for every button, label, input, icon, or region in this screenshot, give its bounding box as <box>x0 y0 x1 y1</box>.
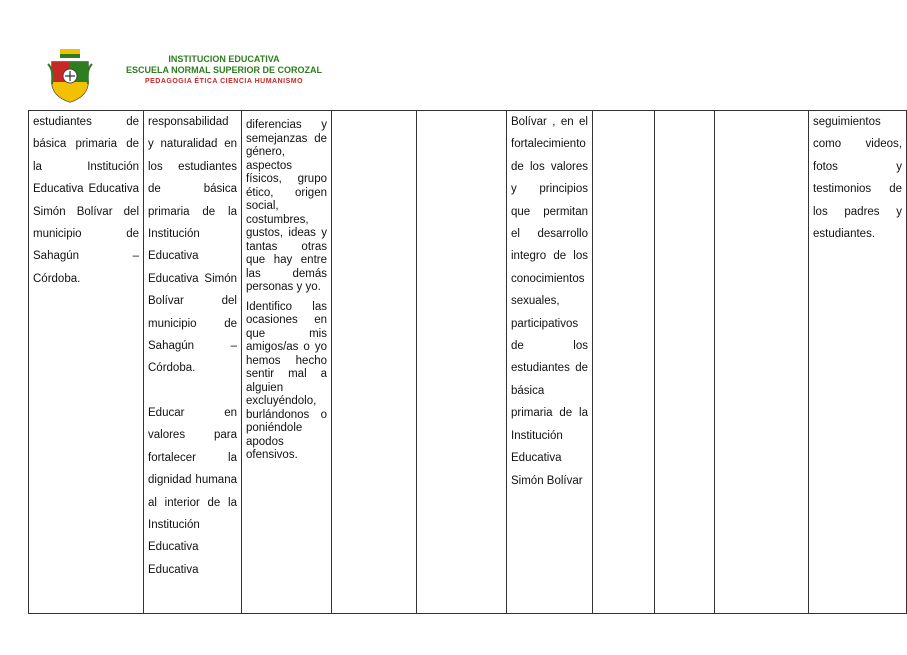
table-row <box>29 111 907 614</box>
document-header <box>48 48 448 104</box>
cell-col5 <box>417 111 507 614</box>
cell-col8 <box>655 111 715 614</box>
cell-col3 <box>242 111 332 614</box>
cell-col10 <box>809 111 907 614</box>
school-shield-logo-icon <box>48 48 92 104</box>
cell-text: estudiantes de básica primaria de la Institución Educativa Educativa Simón Bolívar del municipio de Sahagún – Córdoba. <box>33 116 139 285</box>
institution-name <box>94 54 354 87</box>
cell-col9 <box>715 111 809 614</box>
cell-col2 <box>144 111 242 614</box>
institution-line1: INSTITUCION EDUCATIVA <box>168 54 280 64</box>
cell-col7 <box>593 111 655 614</box>
cell-paragraph: Educar en valores para fortalecer la dignidad humana al interior de la Institución Educativa Educativa <box>148 406 237 576</box>
cell-text: Bolívar , en el fortalecimiento de los valores y principios que permitan el desarrollo integro de los conocimientos sexuales, participativos de los estudiantes de básica primaria de la Institución Educativa Simón Bolívar <box>511 116 588 487</box>
cell-paragraph: Identifico las ocasiones en que mis amigos/as o yo hemos hecho sentir mal a alguien excluyéndolo, burlándonos o poniéndole apodos ofensivos. <box>246 300 327 461</box>
institution-motto: PEDAGOGIA ÉTICA CIENCIA HUMANISMO <box>144 78 304 85</box>
planning-table <box>28 110 907 614</box>
cell-paragraph: responsabilidad y naturalidad en los estudiantes de básica primaria de la Institución Educativa Educativa Simón Bolívar del municipio de Sahagún – Córdoba. <box>148 116 237 375</box>
cell-col4 <box>332 111 417 614</box>
cell-col6 <box>507 111 593 614</box>
cell-text: seguimientos como videos, fotos y testimonios de los padres y estudiantes. <box>813 116 902 241</box>
cell-col1 <box>29 111 144 614</box>
institution-line2: ESCUELA NORMAL SUPERIOR DE COROZAL <box>125 65 322 75</box>
cell-paragraph: diferencias y semejanzas de género, aspectos físicos, grupo ético, origen social, costumbres, gustos, ideas y tantas otras que hay entre las demás personas y yo. <box>246 119 327 293</box>
